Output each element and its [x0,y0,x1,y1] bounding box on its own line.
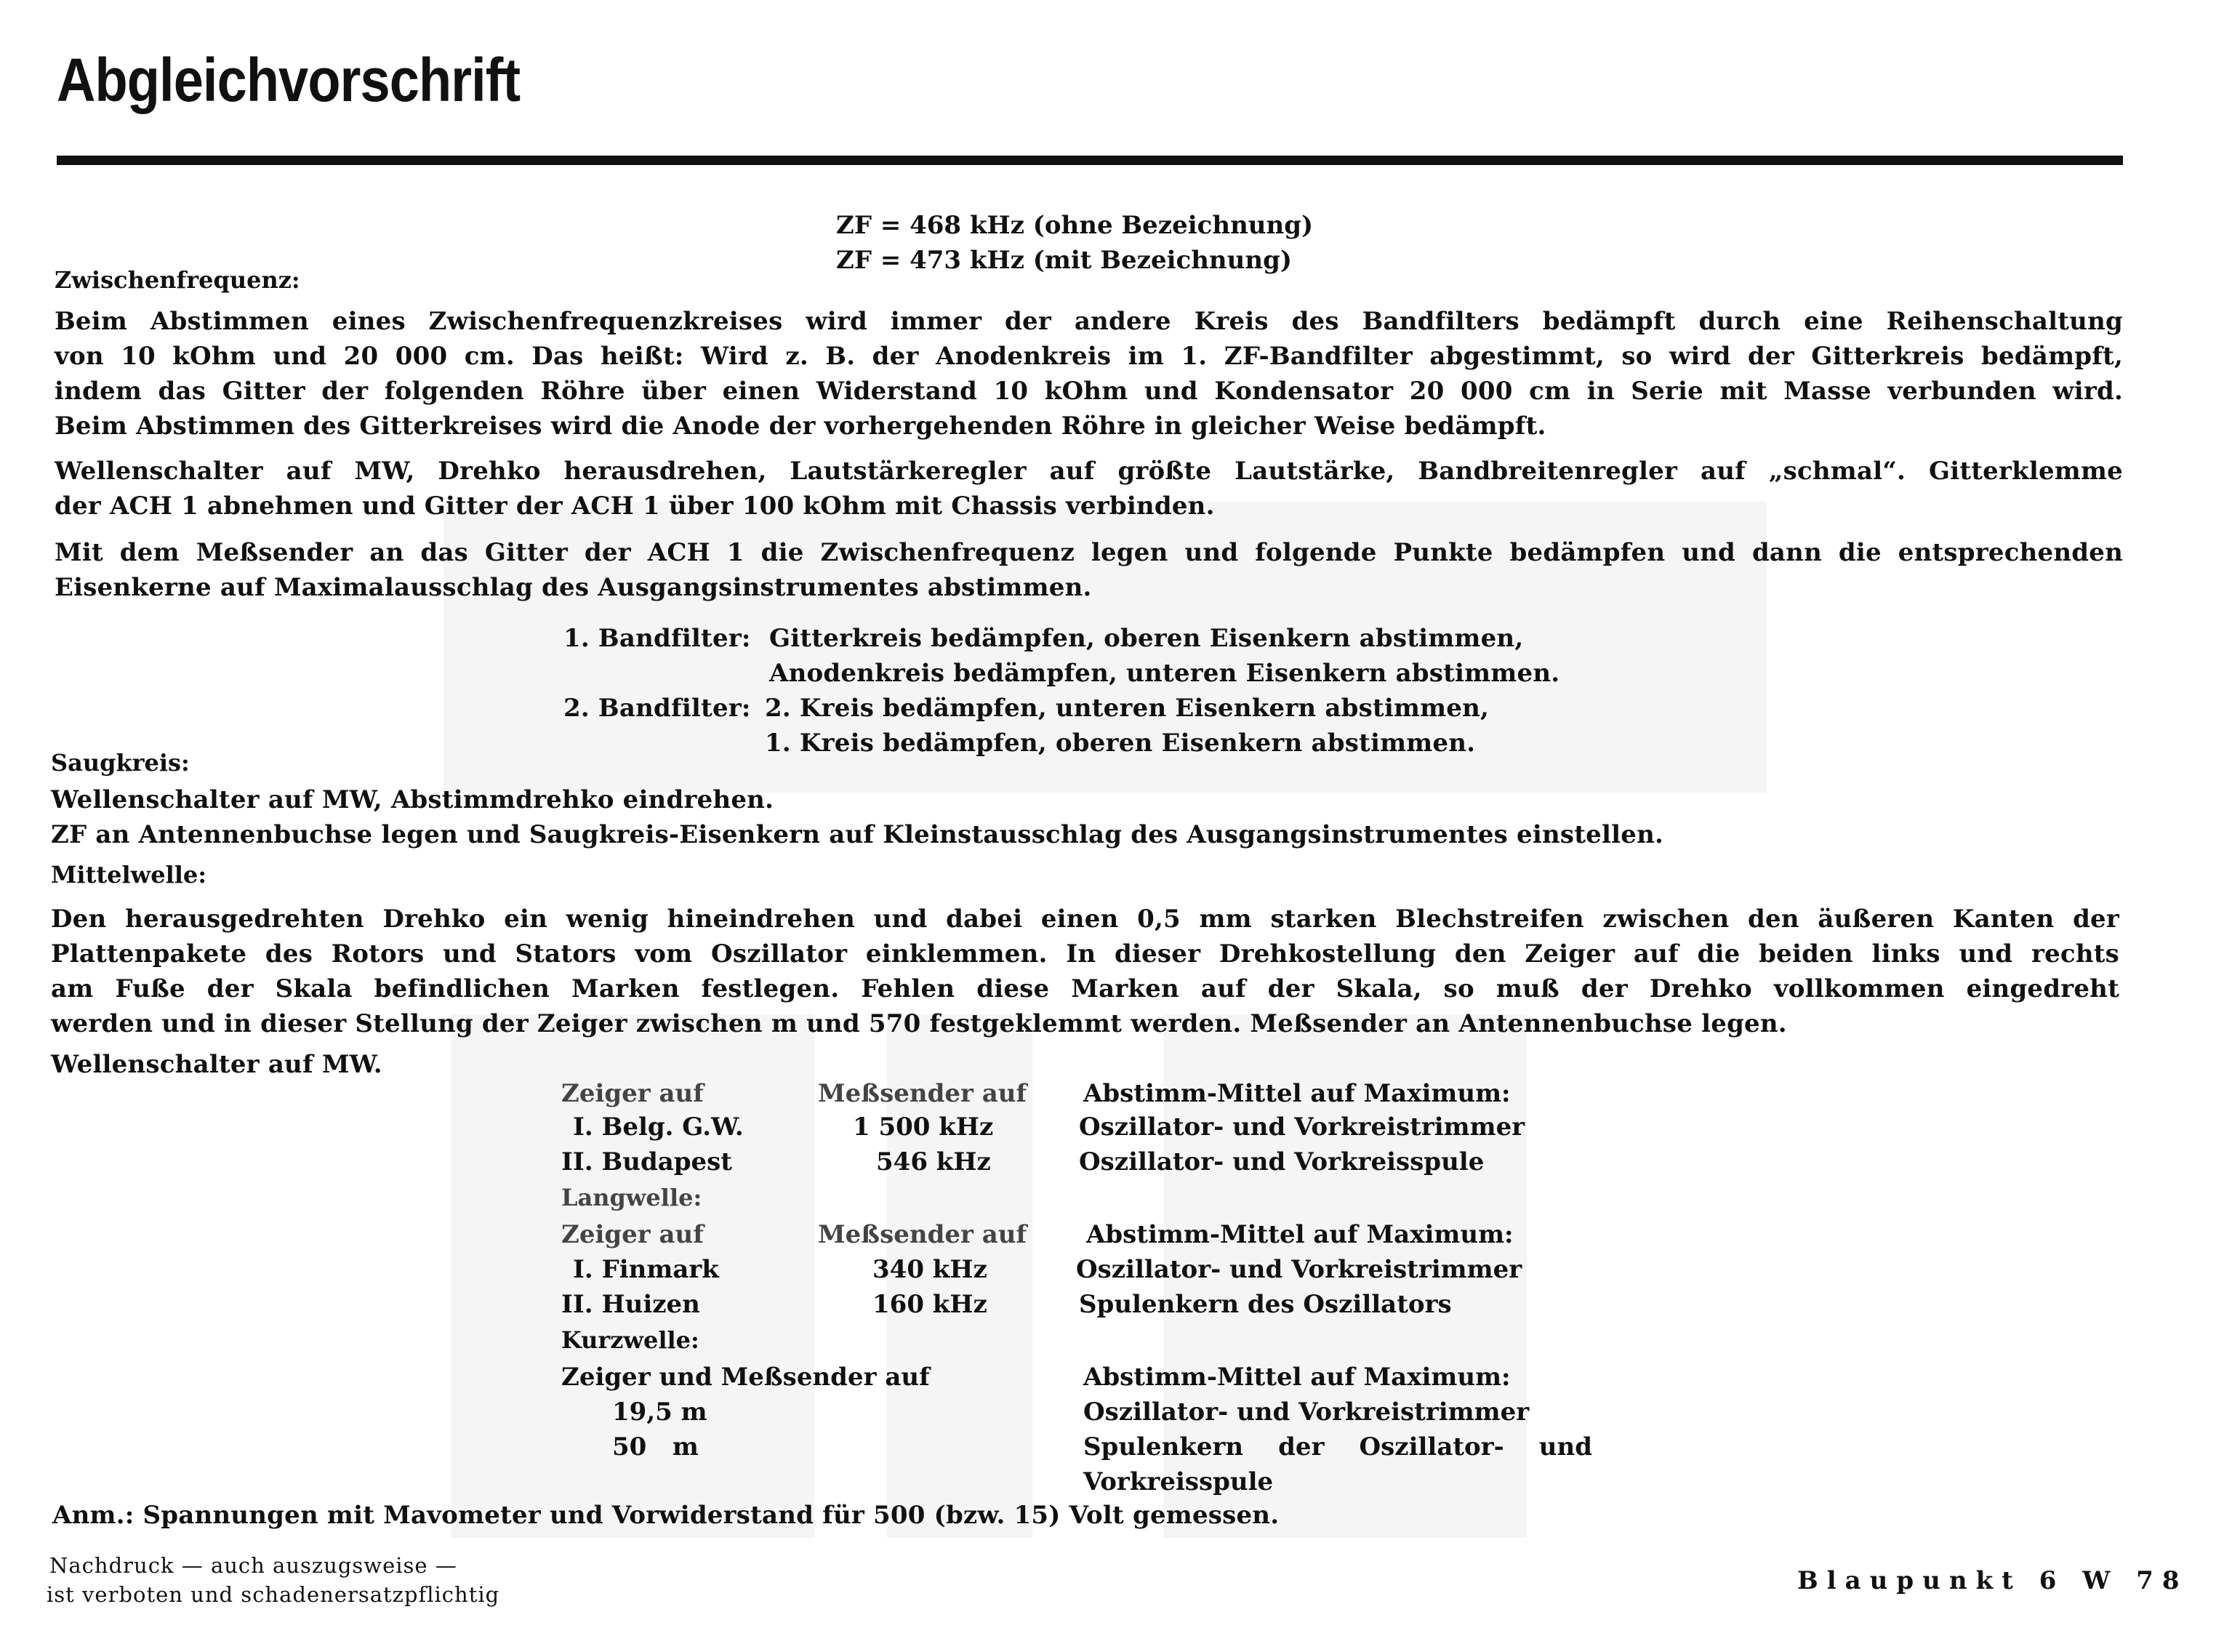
mittelwelle-line-4: werden und in dieser Stellung der Zeiger zwischen m und 570 festgeklemmt werden. Meßsender an Antennenbuchse legen. [51,1009,1787,1038]
para2-line-2: der ACH 1 abnehmen und Gitter der ACH 1 über 100 kOhm mit Chassis verbinden. [55,492,1215,521]
lw-row-2-freq: 160 kHz [872,1290,987,1319]
bandfilter-2-line-2: 1. Kreis bedämpfen, oberen Eisenkern abstimmen. [765,729,1476,758]
para1-line-3: indem das Gitter der folgenden Röhre über einen Widerstand 10 kOhm und Kondensator 20 000 cm in Serie mit Masse verbunden wird. [55,377,2123,406]
bandfilter-1-line-1: Gitterkreis bedämpfen, oberen Eisenkern abstimmen, [769,624,1524,653]
heading-saugkreis: Saugkreis: [51,749,190,777]
zf-line-2: ZF = 473 kHz (mit Bezeichnung) [836,246,1292,275]
note-text: Spannungen mit Mavometer und Vorwiderstand für 500 (bzw. 15) Volt gemessen. [142,1501,1280,1530]
bandfilter-2-line-1: 2. Kreis bedämpfen, unteren Eisenkern abstimmen, [765,694,1490,723]
heading-kurzwelle: Kurzwelle: [561,1326,699,1354]
para1-line-4: Beim Abstimmen des Gitterkreises wird die Anode der vorhergehenden Röhre in gleicher Weise bedämpft. [55,412,1546,441]
mittelwelle-after: Wellenschalter auf MW. [51,1050,382,1079]
lw-header-abstimm: Abstimm-Mittel auf Maximum: [1086,1220,1514,1249]
mw-row-1-zeiger: I. Belg. G.W. [573,1112,744,1142]
mittelwelle-line-3: am Fuße der Skala befindlichen Marken festlegen. Fehlen diese Marken auf der Skala, so muß der Drehko vollkommen eingedreht [51,974,2119,1003]
model-designation: Blaupunkt 6 W 78 [1797,1566,2188,1595]
mw-row-1-freq: 1 500 kHz [853,1112,994,1142]
mw-header-abstimm: Abstimm-Mittel auf Maximum: [1083,1079,1511,1108]
mittelwelle-line-2: Plattenpakete des Rotors und Stators vom Oszillator einklemmen. In dieser Drehkostellung den Zeiger auf die beiden links und rechts [51,939,2119,969]
zf-line-1: ZF = 468 kHz (ohne Bezeichnung) [836,211,1314,240]
title-rule [57,156,2123,165]
heading-mittelwelle: Mittelwelle: [51,861,207,889]
kw-row-1-left: 19,5 m [612,1398,707,1427]
bandfilter-1-line-2: Anodenkreis bedämpfen, unteren Eisenkern abstimmen. [769,659,1560,688]
para2-line-1: Wellenschalter auf MW, Drehko herausdrehen, Lautstärkeregler auf größte Lautstärke, Bandbreitenregler auf „schmal“. Gitterklemme [55,457,2123,486]
kw-row-3-right: Vorkreisspule [1083,1467,1274,1496]
lw-row-2-zeiger: II. Huizen [561,1290,700,1319]
heading-zwischenfrequenz: Zwischenfrequenz: [55,266,300,294]
mw-row-2-mittel: Oszillator- und Vorkreisspule [1079,1147,1485,1176]
mw-header-zeiger: Zeiger auf [561,1079,704,1108]
lw-row-1-freq: 340 kHz [872,1255,987,1284]
para3-line-1: Mit dem Meßsender an das Gitter der ACH 1 die Zwischenfrequenz legen und folgende Punkte bedämpfen und dann die entsprechenden [55,538,2123,567]
page-title: Abgleichvorschrift [57,46,521,114]
lw-header-zeiger: Zeiger auf [561,1220,704,1249]
kw-header-right: Abstimm-Mittel auf Maximum: [1083,1363,1511,1392]
mw-row-2-freq: 546 kHz [876,1147,991,1176]
lw-row-1-zeiger: I. Finmark [573,1255,719,1284]
note-label: Anm.: [52,1501,135,1530]
kw-row-1-right: Oszillator- und Vorkreistrimmer [1083,1398,1530,1427]
mittelwelle-line-1: Den herausgedrehten Drehko ein wenig hineindrehen und dabei einen 0,5 mm starken Blechstreifen zwischen den äußeren Kanten der [51,905,2119,934]
copyright-line-2: ist verboten und schadenersatzpflichtig [47,1582,500,1607]
lw-row-2-mittel: Spulenkern des Oszillators [1079,1290,1452,1319]
mw-row-2-zeiger: II. Budapest [561,1147,732,1176]
lw-header-messsender: Meßsender auf [818,1220,1027,1249]
bandfilter-2-label: 2. Bandfilter: [563,694,751,723]
heading-langwelle: Langwelle: [561,1184,702,1211]
kw-row-2-left: 50 m [612,1432,699,1461]
kw-row-2-right: Spulenkern der Oszillator- und [1083,1432,1592,1461]
mw-header-messsender: Meßsender auf [818,1079,1027,1108]
kw-header-left: Zeiger und Meßsender auf [561,1363,930,1392]
lw-row-1-mittel: Oszillator- und Vorkreistrimmer [1076,1255,1522,1284]
copyright-line-1: Nachdruck — auch auszugsweise — [49,1553,457,1578]
saugkreis-line-2: ZF an Antennenbuchse legen und Saugkreis-Eisenkern auf Kleinstausschlag des Ausgangsinstrumentes einstellen. [51,820,1664,849]
note [52,1501,1279,1530]
para3-line-2: Eisenkerne auf Maximalausschlag des Ausgangsinstrumentes abstimmen. [55,573,1092,602]
mw-row-1-mittel: Oszillator- und Vorkreistrimmer [1079,1112,1525,1142]
para1-line-1: Beim Abstimmen eines Zwischenfrequenzkreises wird immer der andere Kreis des Bandfilters bedämpft durch eine Reihenschaltung [55,307,2123,336]
saugkreis-line-1: Wellenschalter auf MW, Abstimmdrehko eindrehen. [51,785,774,814]
para1-line-2: von 10 kOhm und 20 000 cm. Das heißt: Wird z. B. der Anodenkreis im 1. ZF-Bandfilter abgestimmt, so wird der Gitterkreis bedämpft, [55,342,2123,371]
bandfilter-1-label: 1. Bandfilter: [563,624,751,653]
